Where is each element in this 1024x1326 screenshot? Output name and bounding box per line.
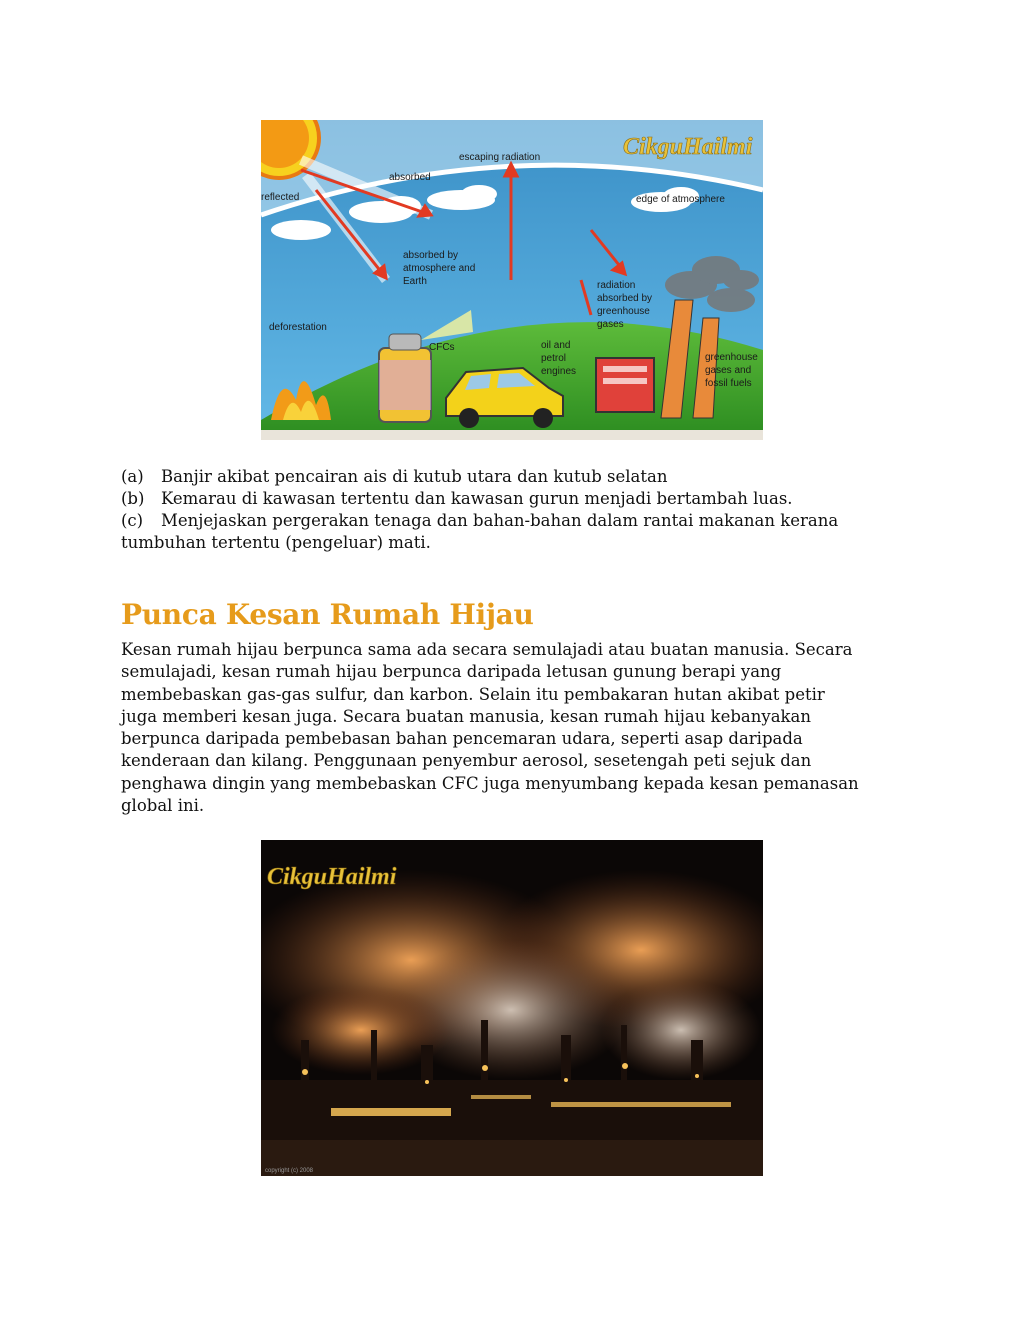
- watermark: CikguHailmi: [623, 134, 753, 160]
- section-heading: Punca Kesan Rumah Hijau: [121, 598, 534, 631]
- paragraph-line: semulajadi, kesan rumah hijau berpunca daripada letusan gunung berapi yang: [121, 662, 782, 682]
- paragraph-line: penghawa dingin yang membebaskan CFC juga menyumbang kepada kesan pemanasan: [121, 773, 859, 793]
- effects-list: [121, 466, 911, 554]
- label-edge-of-atmosphere: edge of atmosphere: [636, 194, 725, 205]
- paragraph-line: Kesan rumah hijau berpunca sama ada secara semulajadi atau buatan manusia. Secara: [121, 640, 853, 659]
- factory-smoke-photo: [261, 840, 763, 1176]
- label-absorbed: absorbed: [389, 172, 431, 183]
- label-oil-petrol: oil and: [541, 340, 571, 351]
- list-item-text: Banjir akibat pencairan ais di kutub utara dan kutub selatan: [161, 467, 668, 486]
- list-item-text: Menjejaskan pergerakan tenaga dan bahan-bahan dalam rantai makanan kerana: [161, 511, 839, 530]
- label-greenhouse-gases: gases and: [705, 365, 752, 376]
- list-continuation: tumbuhan tertentu (pengeluar) mati.: [121, 533, 431, 552]
- label-escaping-radiation: escaping radiation: [459, 152, 541, 163]
- list-item-text: Kemarau di kawasan tertentu dan kawasan gurun menjadi bertambah luas.: [161, 489, 793, 508]
- copyright-text: copyright (c) 2008: [265, 1168, 314, 1174]
- list-item: [121, 510, 911, 532]
- label-oil-petrol: petrol: [541, 353, 567, 364]
- list-item: [121, 466, 911, 488]
- paragraph-line: global ini.: [121, 796, 205, 816]
- label-greenhouse-gases: fossil fuels: [705, 378, 752, 389]
- label-cfcs: CFCs: [429, 342, 455, 353]
- label-oil-petrol: engines: [541, 366, 577, 377]
- list-item: [121, 488, 911, 510]
- list-item-label: (a): [121, 467, 144, 486]
- label-absorbed-by: absorbed by: [403, 250, 459, 261]
- label-radiation: greenhouse: [597, 306, 650, 317]
- paragraph-line: membebaskan gas-gas sulfur, dan karbon. Selain itu pembakaran hutan akibat petir: [121, 684, 825, 704]
- label-radiation: radiation: [597, 280, 636, 291]
- greenhouse-effect-diagram: [261, 120, 763, 440]
- label-deforestation: deforestation: [269, 322, 327, 333]
- factory-smoke-svg: [261, 840, 763, 1176]
- label-radiation: gases: [597, 319, 624, 330]
- body-paragraph: [121, 639, 911, 817]
- list-item-label: (c): [121, 511, 144, 530]
- label-absorbed-by: Earth: [403, 276, 427, 287]
- paragraph-line: berpunca daripada pembebasan bahan pencemaran udara, seperti asap daripada: [121, 729, 803, 749]
- label-reflected: reflected: [261, 192, 300, 203]
- paragraph-line: kenderaan dan kilang. Penggunaan penyembur aerosol, sesetengah peti sejuk dan: [121, 751, 812, 771]
- label-greenhouse-gases: greenhouse: [705, 352, 758, 363]
- label-radiation: absorbed by: [597, 293, 653, 304]
- list-item-label: (b): [121, 489, 145, 508]
- greenhouse-diagram-svg: [261, 120, 763, 440]
- paragraph-line: juga memberi kesan juga. Secara buatan manusia, kesan rumah hijau kebanyakan: [121, 706, 811, 726]
- label-absorbed-by: atmosphere and: [403, 263, 476, 274]
- watermark: CikguHailmi: [267, 864, 397, 890]
